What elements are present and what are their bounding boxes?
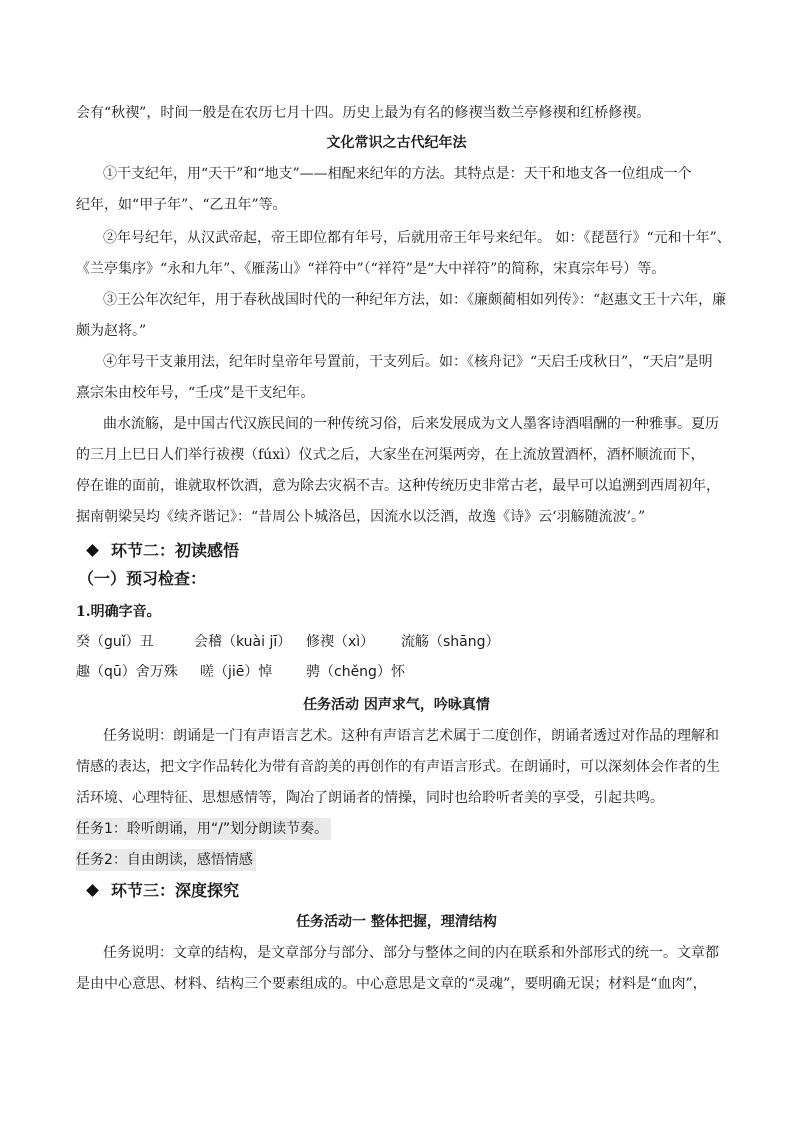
task-2-instruction: 任务2：自由朗读，感悟情感 (76, 849, 256, 871)
task-1-instruction: 任务1：聆听朗诵，用“/”划分朗读节奏。 (76, 818, 331, 840)
section-heading-2 (88, 540, 239, 562)
culture-title: 文化常识之古代纪年法 (326, 135, 467, 151)
culture-line-12: 据南朝梁吴均《续齐谐记》：“昔周公卜城洛邑，因流水以泛酒，故逸《诗》云‘羽觞随流波’。” (76, 509, 646, 525)
pinyin-item: 流觞（shāng） (401, 634, 500, 650)
pinyin-item: 趣（qū）舍万殊 (76, 664, 178, 680)
pinyin-item: 嗟（jiē）悼 (200, 664, 273, 680)
section-2-label: 环节二：初读感悟 (111, 541, 240, 560)
pinyin-item: 骋（chěng）怀 (306, 664, 405, 680)
task1-line-2: 情感的表达，把文字作品转化为带有音韵美的再创作的有声语言形式。在朗诵时，可以深刻体会作者的生 (76, 759, 720, 775)
culture-line-2: 纪年，如“甲子年”、“乙丑年”等。 (76, 197, 287, 213)
task1-line-1: 任务说明：朗诵是一门有声语言艺术。这种有声语言艺术属于二度创作，朗诵者透过对作品的理解和 (103, 728, 719, 744)
pinyin-item: 修禊（xì） (306, 634, 375, 650)
task2-title: 任务活动一 整体把握，理清结构 (296, 914, 497, 930)
culture-line-11: 停在谁的面前，谁就取杯饮酒，意为除去灾祸不吉。这种传统历史非常古老，最早可以追溯到西周初年， (76, 478, 720, 494)
task2-line-1: 任务说明：文章的结构，是文章部分与部分、部分与整体之间的内在联系和外部形式的统一。文章都 (103, 945, 719, 961)
task2-line-2: 是由中心意思、材料、结构三个要素组成的。中心意思是文章的“灵魂”，要明确无误；材料是“血肉”， (76, 976, 707, 992)
diamond-bullet-icon (86, 884, 99, 897)
intro-line: 会有“秋禊”，时间一般是在农历七月十四。历史上最为有名的修禊当数兰亭修禊和红桥修禊。 (76, 105, 651, 121)
culture-line-9: 曲水流觞，是中国古代汉族民间的一种传统习俗，后来发展成为文人墨客诗酒唱酬的一种雅事。夏历 (103, 416, 719, 432)
culture-line-7: ④年号干支兼用法，纪年时皇帝年号置前，干支列后。如：《核舟记》“天启壬戌秋日”，“天启”是明 (103, 354, 713, 370)
section-3-label: 环节三：深度探究 (111, 881, 240, 900)
task1-line-3: 活环境、心理特征、思想感情等，陶冶了朗诵者的情操，同时也给聆听者美的享受，引起共鸣。 (76, 790, 664, 806)
pinyin-item: 癸（guǐ）丑 (76, 634, 154, 650)
section-heading-3 (88, 880, 239, 902)
task1-title: 任务活动 因声求气，吟咏真情 (303, 697, 490, 713)
culture-line-1: ①干支纪年，用“天干”和“地支”——相配来纪年的方法。其特点是：天干和地支各一位组成一个 (103, 166, 692, 182)
subsection-heading: （一）预习检查： (78, 569, 207, 588)
culture-line-3: ②年号纪年，从汉武帝起，帝王即位都有年号，后就用帝王年号来纪年。 如：《琵琶行》“元和十年”、 (103, 230, 731, 246)
culture-line-8: 熹宗朱由校年号，“壬戌”是干支纪年。 (76, 385, 315, 401)
culture-line-5: ③王公年次纪年，用于春秋战国时代的一种纪年方法，如：《廉颇蔺相如列传》：“赵惠文王十六年，廉 (103, 292, 727, 308)
culture-line-6: 颇为赵将。” (76, 323, 147, 339)
diamond-bullet-icon (86, 544, 99, 557)
pronounce-title: 1.明确字音。 (76, 604, 161, 620)
culture-line-10: 的三月上巳日人们举行祓禊（fúxì）仪式之后，大家坐在河渠两旁，在上流放置酒杯，酒杯顺流而下， (76, 447, 705, 463)
pinyin-item: 会稽（kuài jī） (194, 634, 292, 650)
culture-line-4: 《兰亭集序》“永和九年”、《雁荡山》“祥符中”（“祥符”是“大中祥符”的简称，宋真宗年号）等。 (76, 261, 666, 277)
